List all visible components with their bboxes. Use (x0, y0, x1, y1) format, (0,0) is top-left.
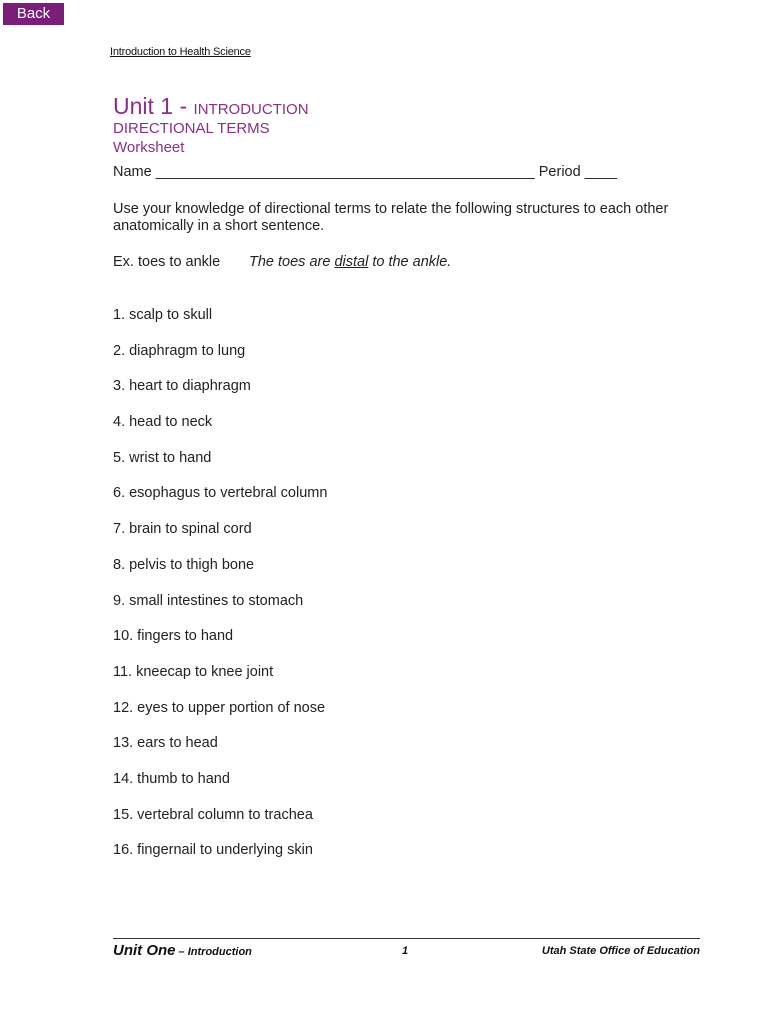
question-item: 4. head to neck (113, 414, 213, 431)
question-list (113, 307, 327, 878)
question-item: 9. small intestines to stomach (113, 592, 304, 609)
directional-terms-heading: DIRECTIONAL TERMS (113, 120, 270, 137)
question-item: 14. thumb to hand (113, 770, 230, 787)
question-item: 11. kneecap to knee joint (113, 663, 274, 680)
example-prompt: Ex. toes to ankle (113, 254, 221, 270)
question-item: 5. wrist to hand (113, 449, 212, 466)
question-item: 2. diaphragm to lung (113, 342, 246, 359)
question-item: 16. fingernail to underlying skin (113, 842, 313, 859)
example-answer-after: to the ankle. (368, 254, 452, 270)
unit-intro: INTRODUCTION (193, 101, 309, 118)
example-answer-before: The toes are (249, 254, 335, 270)
footer-intro-label: – Introduction (175, 946, 252, 958)
question-item: 6. esophagus to vertebral column (113, 485, 328, 502)
footer-organization: Utah State Office of Education (541, 945, 700, 957)
footer-unit-label: Unit One (113, 942, 176, 959)
question-item: 8. pelvis to thigh bone (113, 556, 255, 573)
footer-unit (113, 942, 252, 960)
back-button[interactable]: Back (3, 3, 64, 25)
question-item: 7. brain to spinal cord (113, 521, 252, 538)
question-item: 1. scalp to skull (113, 307, 213, 323)
question-item: 13. ears to head (113, 735, 218, 752)
unit-title (113, 93, 309, 120)
footer-divider (113, 938, 700, 939)
question-item: 15. vertebral column to trachea (113, 806, 313, 823)
unit-number: Unit 1 - (113, 93, 194, 119)
example-answer (249, 254, 451, 270)
example-answer-term: distal (334, 254, 369, 270)
question-item: 12. eyes to upper portion of nose (113, 699, 326, 716)
name-period-line: Name _______________________________________________ Period ____ (113, 164, 617, 180)
instructions: Use your knowledge of directional terms to relate the following structures to each other anatomically in a short sentence. (113, 201, 669, 234)
course-header: Introduction to Health Science (110, 46, 251, 58)
worksheet-heading: Worksheet (113, 139, 185, 156)
question-item: 3. heart to diaphragm (113, 378, 251, 395)
example-row (113, 254, 452, 270)
question-item: 10. fingers to hand (113, 628, 234, 645)
page-number: 1 (402, 945, 409, 957)
